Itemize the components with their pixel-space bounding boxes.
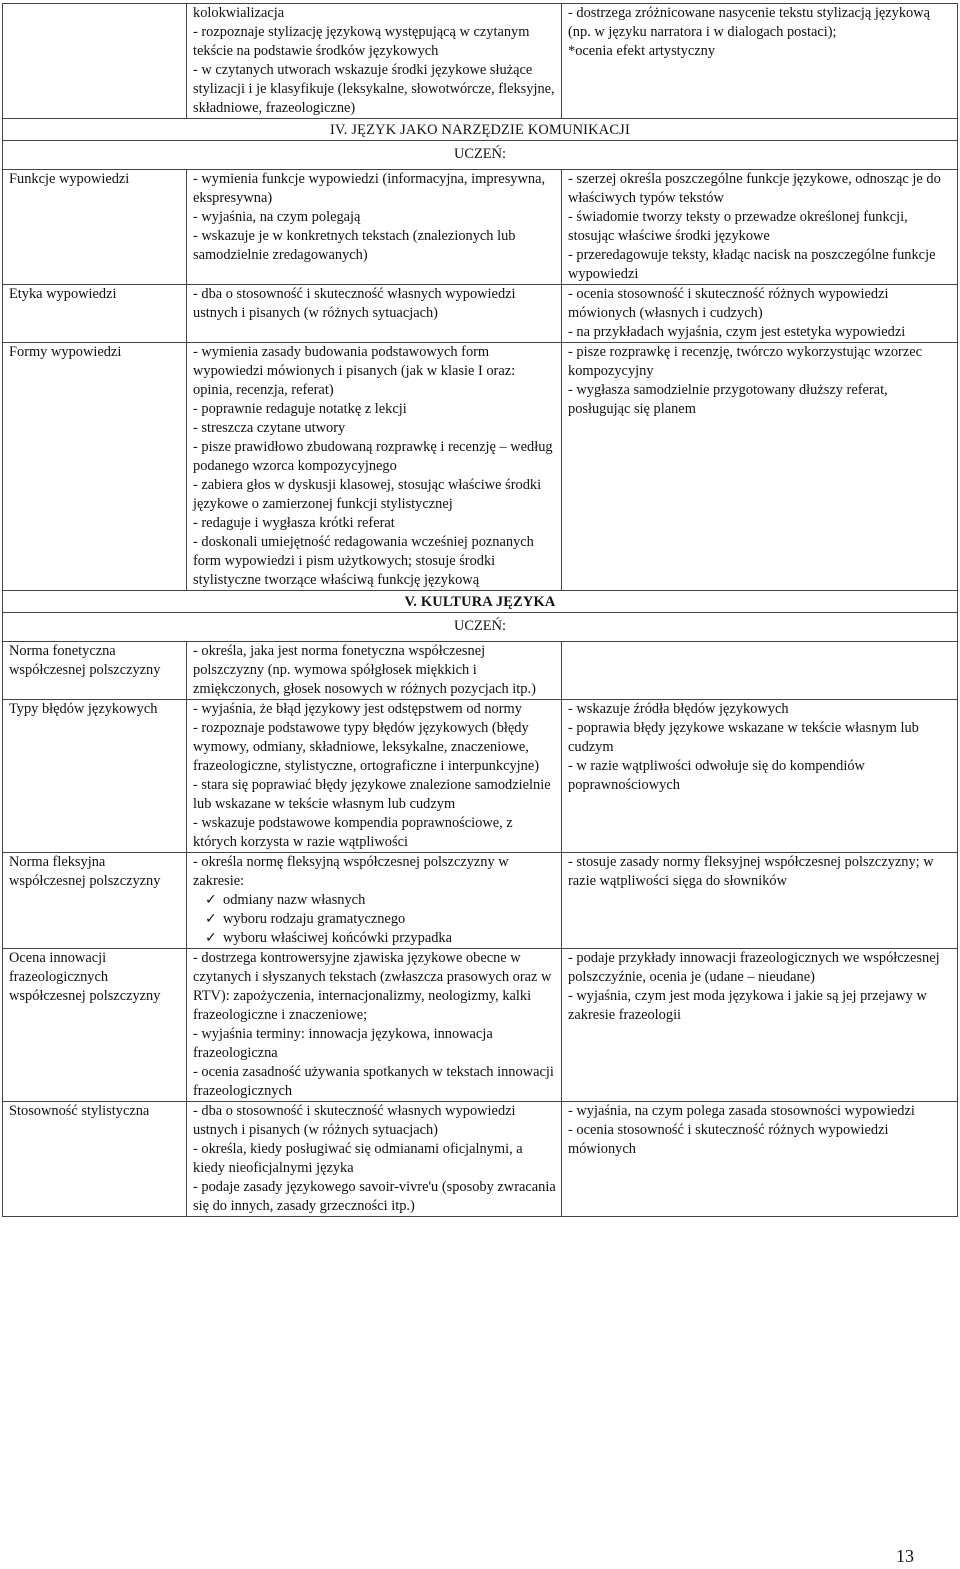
section-header-row — [3, 591, 958, 613]
table-row — [3, 343, 958, 591]
table-row — [3, 700, 958, 853]
checkmark-icon: ✓ — [205, 892, 217, 908]
uczen-label: UCZEŃ: — [3, 141, 958, 170]
table-row — [3, 853, 958, 949]
requirement-item: - określa, jaka jest norma fonetyczna współczesnej polszczyzny (np. wymowa spółgłosek miękkich i zmiękczonych, głosek nosowych w różnych pozycjach itp.) — [193, 643, 536, 697]
topic-cell: Norma fleksyjna współczesnej polszczyzny — [3, 853, 187, 949]
extended-requirements-cell — [562, 285, 958, 343]
requirement-item: - dostrzega kontrowersyjne zjawiska językowe obecne w czytanych i słyszanych tekstach (zwłaszcza prasowych oraz w RTV): zapożyczenia, internacjonalizmy, neologizmy, kalki frazeologiczne i znaczeniowe; — [193, 950, 552, 1023]
basic-requirements-cell — [187, 285, 562, 343]
requirement-item: - doskonali umiejętność redagowania wcześniej poznanych form wypowiedzi i pism użytkowych; stosuje środki stylistyczne tworzące właściwą funkcję językową — [193, 534, 534, 588]
requirement-item: - rozpoznaje podstawowe typy błędów językowych (błędy wymowy, odmiany, składniowe, leksykalne, znaczeniowe, frazeologiczne, stylistyczne, ortograficzne i interpunkcyjne) — [193, 720, 540, 774]
topic-cell: Norma fonetyczna współczesnej polszczyzny — [3, 642, 187, 700]
requirement-item: - zabiera głos w dyskusji klasowej, stosując właściwe środki językowe o zamierzonej funkcji stylistycznej — [193, 477, 542, 512]
requirement-item: - na przykładach wyjaśnia, czym jest estetyka wypowiedzi — [568, 324, 906, 340]
checklist-text: wyboru właściwej końcówki przypadka — [223, 930, 452, 946]
checklist-text: odmiany nazw własnych — [223, 892, 366, 908]
basic-requirements-cell — [187, 4, 562, 119]
requirement-item: - przeredagowuje teksty, kładąc nacisk na poszczególne funkcje wypowiedzi — [568, 247, 936, 282]
requirement-item: - pisze prawidłowo zbudowaną rozprawkę i recenzję – według podanego wzorca kompozycyjnego — [193, 439, 553, 474]
requirement-item: - wskazuje je w konkretnych tekstach (znalezionych lub samodzielnie zredagowanych) — [193, 228, 516, 263]
table-row — [3, 949, 958, 1102]
requirement-item: - szerzej określa poszczególne funkcje językowe, odnosząc je do właściwych typów tekstów — [568, 171, 941, 206]
requirement-item: - wyjaśnia, na czym polega zasada stosowności wypowiedzi — [568, 1103, 915, 1119]
requirement-item: - wyjaśnia, na czym polegają — [193, 209, 361, 225]
checklist-item — [193, 910, 557, 929]
requirement-item: - wskazuje podstawowe kompendia poprawnościowe, z których korzysta w razie wątpliwości — [193, 815, 513, 850]
checkmark-icon: ✓ — [205, 911, 217, 927]
requirement-item: - określa, kiedy posługiwać się odmianami oficjalnymi, a kiedy nieoficjalnymi języka — [193, 1141, 523, 1176]
curriculum-table — [2, 3, 958, 1217]
table-row — [3, 642, 958, 700]
requirement-item: - poprawnie redaguje notatkę z lekcji — [193, 401, 407, 417]
checklist-item — [193, 891, 557, 910]
requirement-item: - wymienia funkcje wypowiedzi (informacyjna, impresywna, ekspresywna) — [193, 171, 546, 206]
section-uczen-row — [3, 141, 958, 170]
section-title: V. KULTURA JĘZYKA — [3, 591, 958, 613]
checkmark-icon: ✓ — [205, 930, 217, 946]
requirement-item: - dba o stosowność i skuteczność własnych wypowiedzi ustnych i pisanych (w różnych sytuacjach) — [193, 1103, 516, 1138]
topic-cell: Stosowność stylistyczna — [3, 1102, 187, 1217]
requirement-item: - wskazuje źródła błędów językowych — [568, 701, 789, 717]
basic-requirements-cell — [187, 1102, 562, 1217]
basic-requirements-cell — [187, 949, 562, 1102]
requirement-item: - pisze rozprawkę i recenzję, twórczo wykorzystując wzorzec kompozycyjny — [568, 344, 922, 379]
extended-requirements-cell — [562, 170, 958, 285]
page-number: 13 — [896, 1546, 914, 1566]
table-row — [3, 1102, 958, 1217]
basic-requirements-cell — [187, 853, 562, 949]
requirement-item: - wymienia zasady budowania podstawowych form wypowiedzi mówionych i pisanych (jak w klasie I oraz: opinia, recenzja, referat) — [193, 344, 516, 398]
requirement-item: - określa normę fleksyjną współczesnej polszczyzny w zakresie: — [193, 854, 509, 889]
requirement-item: - świadomie tworzy teksty o przewadze określonej funkcji, stosując właściwe środki językowe — [568, 209, 908, 244]
requirement-item: *ocenia efekt artystyczny — [568, 43, 716, 59]
requirement-item: - podaje zasady językowego savoir-vivre'u (sposoby zwracania się do innych, zasady grzeczności itp.) — [193, 1179, 556, 1214]
requirement-item: - dostrzega zróżnicowane nasycenie tekstu stylizacją językową (np. w języku narratora i w dialogach postaci); — [568, 5, 931, 40]
topic-cell: Ocena innowacji frazeologicznych współczesnej polszczyzny — [3, 949, 187, 1102]
requirement-item: - ocenia zasadność używania spotkanych w tekstach innowacji frazeologicznych — [193, 1064, 554, 1099]
topic-cell: Etyka wypowiedzi — [3, 285, 187, 343]
basic-requirements-cell — [187, 170, 562, 285]
extended-requirements-cell — [562, 700, 958, 853]
requirement-item: - poprawia błędy językowe wskazane w tekście własnym lub cudzym — [568, 720, 919, 755]
requirement-item: - ocenia stosowność i skuteczność różnych wypowiedzi mówionych — [568, 1122, 889, 1157]
requirement-item: - w razie wątpliwości odwołuje się do kompendiów poprawnościowych — [568, 758, 865, 793]
requirement-item: - redaguje i wygłasza krótki referat — [193, 515, 395, 531]
requirement-item: kolokwializacja — [193, 5, 285, 21]
requirement-item: - wyjaśnia, czym jest moda językowa i jakie są jej przejawy w zakresie frazeologii — [568, 988, 927, 1023]
extended-requirements-cell — [562, 949, 958, 1102]
requirement-item: - wygłasza samodzielnie przygotowany dłuższy referat, posługując się planem — [568, 382, 888, 417]
requirement-item: - streszcza czytane utwory — [193, 420, 346, 436]
section-uczen-row — [3, 613, 958, 642]
basic-requirements-cell — [187, 642, 562, 700]
checklist-item — [193, 929, 557, 948]
requirement-item: - ocenia stosowność i skuteczność różnych wypowiedzi mówionych (własnych i cudzych) — [568, 286, 889, 321]
requirement-item: - rozpoznaje stylizację językową występującą w czytanym tekście na podstawie środków językowych — [193, 24, 530, 59]
section-title: IV. JĘZYK JAKO NARZĘDZIE KOMUNIKACJI — [3, 119, 958, 141]
requirement-item: - stara się poprawiać błędy językowe znalezione samodzielnie lub wskazane w tekście własnym lub cudzym — [193, 777, 551, 812]
table-row — [3, 285, 958, 343]
basic-requirements-cell — [187, 343, 562, 591]
requirement-item: - w czytanych utworach wskazuje środki językowe służące stylizacji i je klasyfikuje (leksykalne, słowotwórcze, fleksyjne, składniowe, frazeologiczne) — [193, 62, 555, 116]
uczen-label: UCZEŃ: — [3, 613, 958, 642]
topic-cell — [3, 4, 187, 119]
extended-requirements-cell — [562, 642, 958, 700]
requirement-item: - stosuje zasady normy fleksyjnej współczesnej polszczyzny; w razie wątpliwości sięga do słowników — [568, 854, 934, 889]
extended-requirements-cell — [562, 853, 958, 949]
requirement-item: - dba o stosowność i skuteczność własnych wypowiedzi ustnych i pisanych (w różnych sytuacjach) — [193, 286, 516, 321]
extended-requirements-cell — [562, 1102, 958, 1217]
topic-cell: Formy wypowiedzi — [3, 343, 187, 591]
requirement-item: - wyjaśnia, że błąd językowy jest odstępstwem od normy — [193, 701, 522, 717]
basic-requirements-cell — [187, 700, 562, 853]
table-row — [3, 170, 958, 285]
requirement-item: - wyjaśnia terminy: innowacja językowa, innowacja frazeologiczna — [193, 1026, 493, 1061]
extended-requirements-cell — [562, 343, 958, 591]
section-header-row — [3, 119, 958, 141]
extended-requirements-cell — [562, 4, 958, 119]
topic-cell: Typy błędów językowych — [3, 700, 187, 853]
table-row — [3, 4, 958, 119]
requirement-item: - podaje przykłady innowacji frazeologicznych we współczesnej polszczyźnie, ocenia je (udane – nieudane) — [568, 950, 940, 985]
checklist-text: wyboru rodzaju gramatycznego — [223, 911, 406, 927]
topic-cell: Funkcje wypowiedzi — [3, 170, 187, 285]
